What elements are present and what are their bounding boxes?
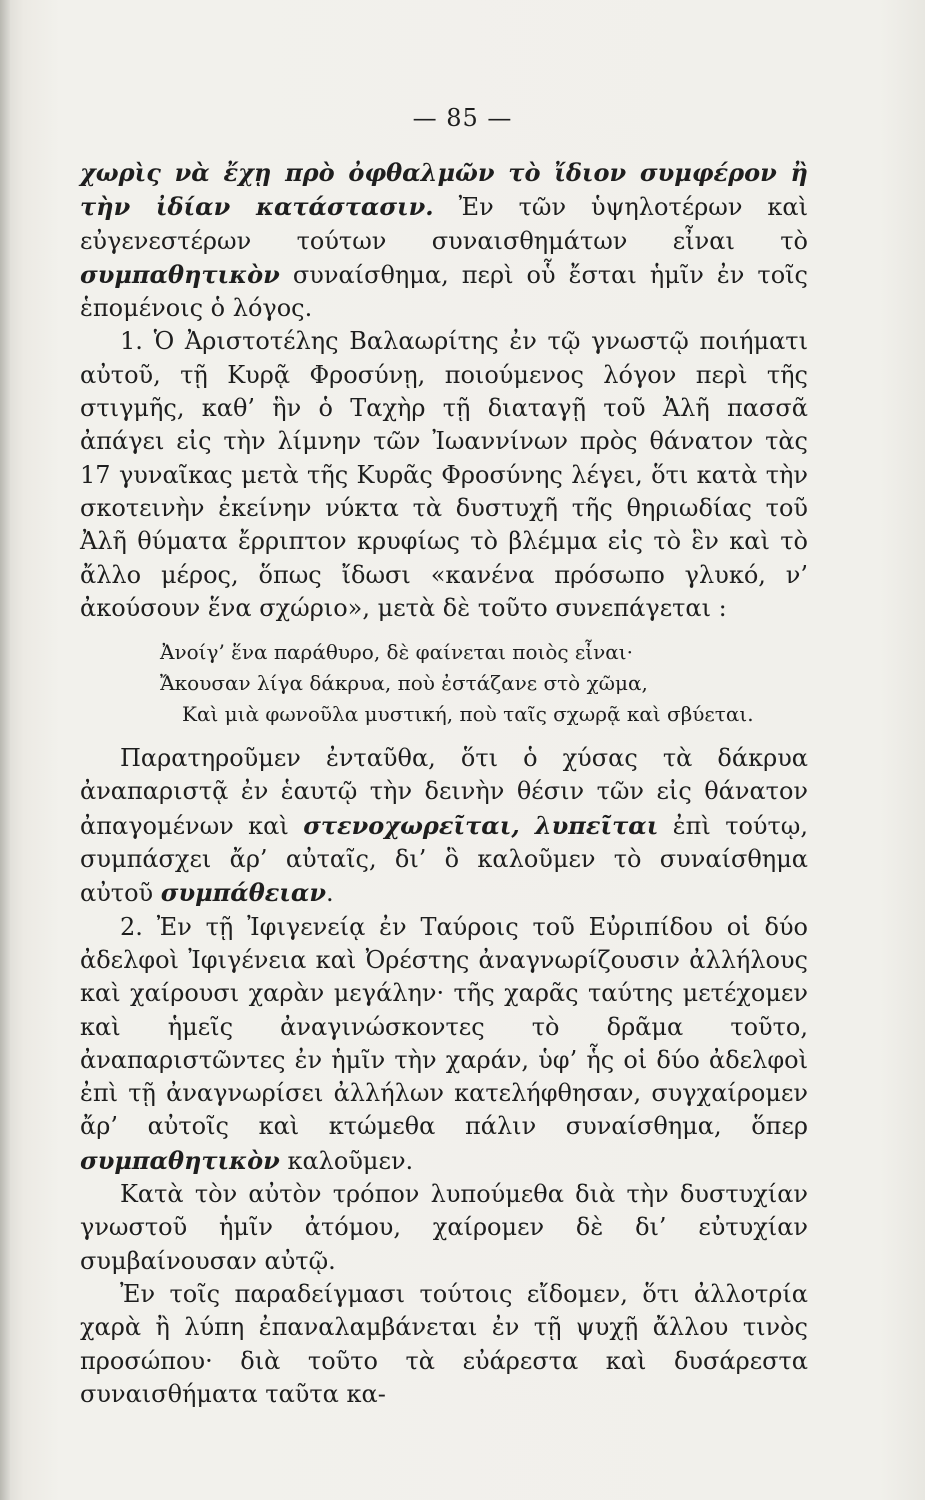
paragraph-3: [80, 742, 808, 910]
emphasis-term: συμπαθητικὸν: [80, 259, 280, 289]
poem-line: Ἄκουσαν λίγα δάκρυα, ποὺ ἐστάζανε στὸ χῶμα,: [160, 671, 648, 696]
poem-line: Καὶ μιὰ φωνοῦλα μυστική, ποὺ ταῖς σχωρᾷ καὶ σβύεται.: [182, 702, 754, 727]
text-run: .: [326, 879, 334, 908]
paragraph-1: [80, 156, 808, 325]
emphasis-term: συμπάθειαν: [160, 878, 327, 908]
text-run: ἐπὶ τούτῳ, συμπάσχει ἄρ’ αὐταῖς, δι’ ὃ καλοῦμεν τὸ συναίσθημα αὐτοῦ: [80, 811, 808, 908]
text-run: Ἐν τῶν ὑψηλοτέρων καὶ εὐγενεστέρων τούτων συναισθημάτων εἶναι τὸ: [80, 193, 808, 255]
poem-line: Ἀνοίγ’ ἕνα παράθυρο, δὲ φαίνεται ποιὸς εἶναι·: [160, 640, 633, 665]
text-run: καλοῦμεν.: [279, 1146, 414, 1175]
emphasis-term: στενοχωρεῖται, λυπεῖται: [303, 810, 659, 840]
text-run: συναίσθημα, περὶ οὗ ἔσται ἡμῖν ἐν τοῖς ἑπομένοις ὁ λόγος.: [80, 260, 808, 323]
emphasis-phrase: χωρὶς νὰ ἔχῃ πρὸ ὀφθαλμῶν τὸ ἴδιον συμφέρον ἢ τὴν ἰδίαν κατάστασιν.: [80, 158, 808, 222]
page-spine-shadow: [0, 0, 10, 1500]
paragraph-5: Κατὰ τὸν αὐτὸν τρόπον λυπούμεθα διὰ τὴν δυστυχίαν γνωστοῦ ἡμῖν ἀτόμου, χαίρομεν δὲ δι’ εὐτυχίαν συμβαίνουσαν αὐτῷ.: [80, 1180, 808, 1275]
emphasis-term: συμπαθητικὸν: [80, 1145, 280, 1175]
paragraph-2: 1. Ὁ Ἀριστοτέλης Βαλαωρίτης ἐν τῷ γνωστῷ ποιήματι αὐτοῦ, τῇ Κυρᾷ Φροσύνῃ, ποιούμενος λόγον περὶ τῆς στιγμῆς, καθ’ ἣν ὁ Ταχὴρ τῇ διαταγῇ τοῦ Ἀλῆ πασσᾶ ἀπάγει εἰς τὴν λίμνην τῶν Ἰωαννίνων πρὸς θάνατον τὰς 17 γυναῖκας μετὰ τῆς Κυρᾶς Φροσύνης λέγει, ὅτι κατὰ τὴν σκοτεινὴν ἐκείνην νύκτα τὰ δυστυχῆ τῆς θηριωδίας τοῦ Ἀλῆ θύματα ἔρριπτον κρυφίως τὸ βλέμμα εἰς τὸ ἓν καὶ τὸ ἄλλο μέρος, ὅπως ἴδωσι «κανένα πρόσωπο γλυκό, ν’ ἀκούσουν ἕνα σχώριο», μετὰ δὲ τοῦτο συνεπάγεται :: [80, 327, 808, 622]
page-number: — 85 —: [412, 104, 513, 132]
poem-quote: [160, 637, 808, 730]
text-run: Παρατηροῦμεν ἐνταῦθα, ὅτι ὁ χύσας τὰ δάκρυα ἀναπαριστᾷ ἐν ἑαυτῷ τὴν δεινὴν θέσιν τῶν εἰς θάνατον ἀπαγομένων καὶ: [80, 744, 808, 840]
paragraph-6: Ἐν τοῖς παραδείγμασι τούτοις εἴδομεν, ὅτι ἀλλοτρία χαρὰ ἢ λύπη ἐπαναλαμβάνεται ἐν τῇ ψυχῇ ἄλλου τινὸς προσώπου· διὰ τοῦτο τὰ εὐάρεστα καὶ δυσάρεστα συναισθήματα ταῦτα κα-: [80, 1279, 808, 1408]
paragraph-4: [80, 911, 808, 1178]
text-run: 2. Ἐν τῇ Ἰφιγενείᾳ ἐν Ταύροις τοῦ Εὐριπίδου οἱ δύο ἀδελφοὶ Ἰφιγένεια καὶ Ὀρέστης ἀναγνωρίζουσιν ἀλλήλους καὶ χαίρουσι χαρὰν μεγάλην· τῆς χαρᾶς ταύτης μετέχομεν καὶ ἡμεῖς ἀναγινώσκοντες τὸ δρᾶμα τοῦτο, ἀναπαριστῶντες ἐν ἡμῖν τὴν χαράν, ὑφ’ ἧς οἱ δύο ἀδελφοὶ ἐπὶ τῇ ἀναγνωρίσει ἀλλήλων κατελήφθησαν, συγχαίρομεν ἄρ’ αὐτοῖς καὶ κτώμεθα πάλιν συναίσθημα, ὅπερ: [80, 912, 808, 1141]
body-text: [80, 156, 808, 1411]
